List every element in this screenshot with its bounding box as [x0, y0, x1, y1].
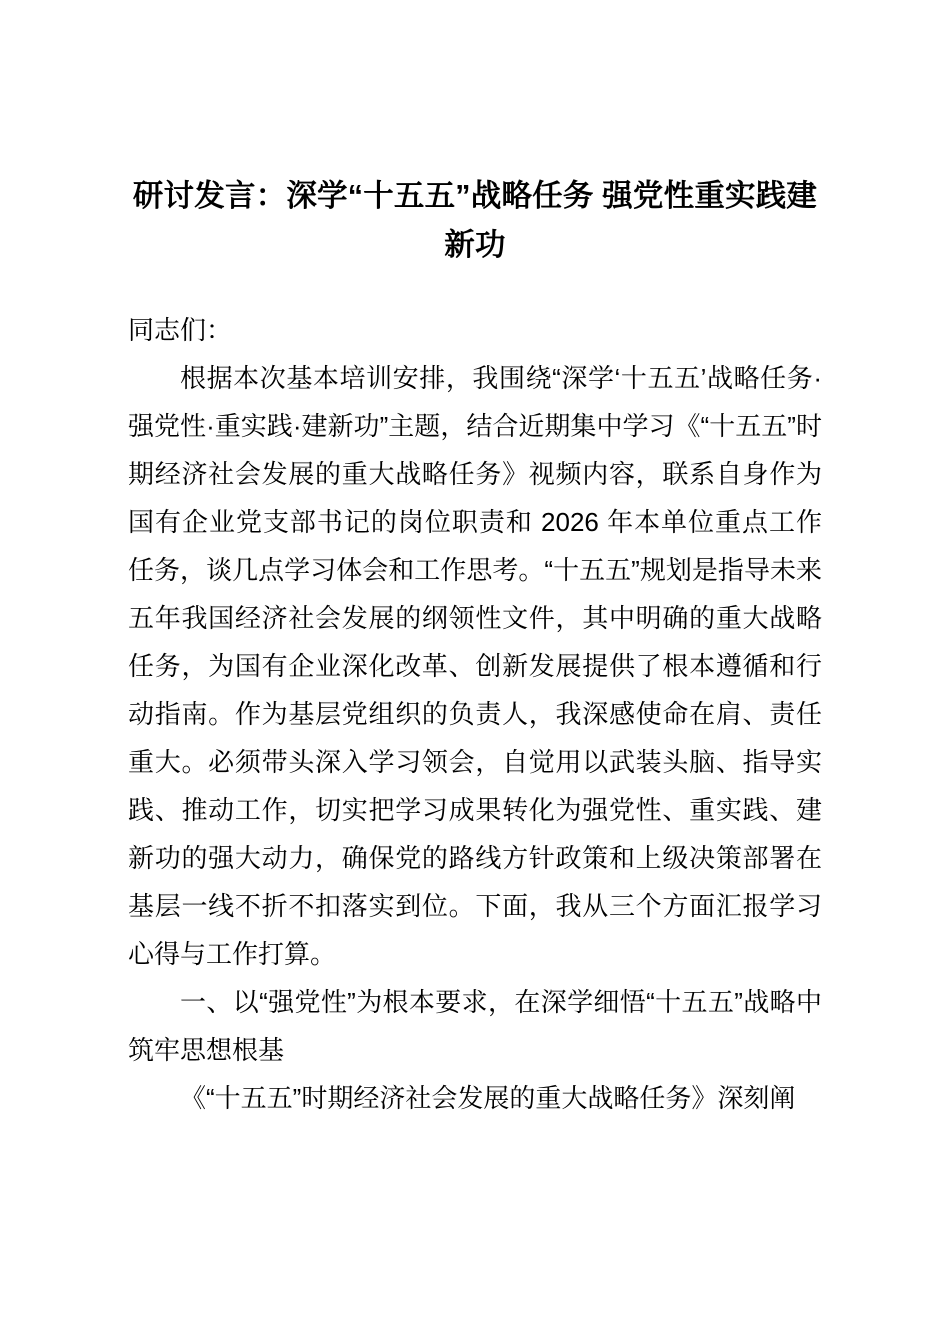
document-content-column	[128, 0, 822, 1122]
paragraph-intro: 根据本次基本培训安排，我围绕“深学‘十五五’战略任务·强党性·重实践·建新功”主题，结合近期集中学习《“十五五”时期经济社会发展的重大战略任务》视频内容，联系自身作为国有企业党支部书记的岗位职责和 2026 年本单位重点工作任务，谈几点学习体会和工作思考。“十五五”规划是指导未来五年我国经济社会发展的纲领性文件，其中明确的重大战略任务，为国有企业深化改革、创新发展提供了根本遵循和行动指南。作为基层党组织的负责人，我深感使命在肩、责任重大。必须带头深入学习领会，自觉用以武装头脑、指导实践、推动工作，切实把学习成果转化为强党性、重实践、建新功的强大动力，确保党的路线方针政策和上级决策部署在基层一线不折不扣落实到位。下面，我从三个方面汇报学习心得与工作打算。	[128, 363, 822, 969]
section-heading-one: 一、以“强党性”为根本要求，在深学细悟“十五五”战略中筑牢思想根基	[128, 987, 822, 1065]
salutation: 同志们：	[128, 315, 233, 345]
paragraph-section-one-body: 《“十五五”时期经济社会发展的重大战略任务》深刻阐	[180, 1083, 796, 1113]
page-title: 研讨发言：深学“十五五”战略任务 强党性重实践建新功	[132, 179, 818, 262]
